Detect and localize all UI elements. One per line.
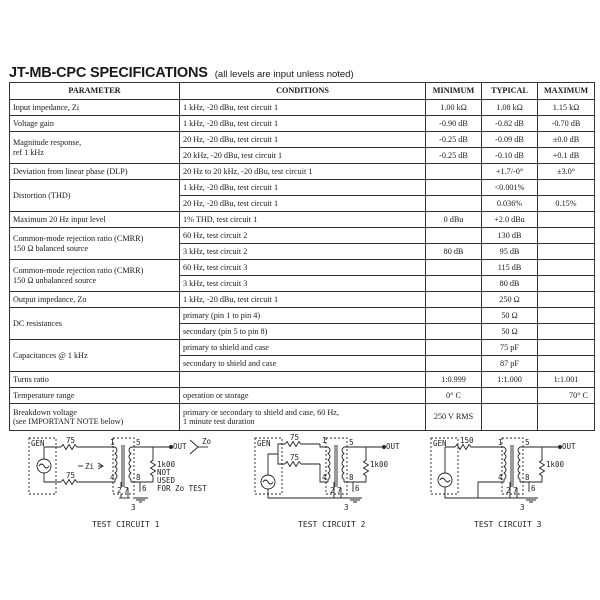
condition-cell: secondary to shield and case: [180, 356, 426, 372]
param-cell: DC resistances: [10, 308, 180, 340]
table-row: [10, 132, 595, 148]
test-circuits: [0, 430, 600, 600]
resistor-bottom-value: 75: [66, 471, 76, 480]
condition-cell: 20 Hz, -20 dBu, test circuit 1: [180, 196, 426, 212]
max-cell: 0.15%: [538, 196, 595, 212]
table-row: [10, 100, 595, 116]
param-cell: Input impedance, Zi: [10, 100, 180, 116]
condition-cell: [180, 372, 426, 388]
condition-cell: 20 Hz to 20 kHz, -20 dBu, test circuit 1: [180, 164, 426, 180]
condition-cell: 1 kHz, -20 dBu, test circuit 1: [180, 180, 426, 196]
typ-cell: 95 dB: [482, 244, 538, 260]
gen-label: GEN: [257, 439, 271, 448]
condition-cell: 20 kHz, -20 dBu, test circuit 1: [180, 148, 426, 164]
min-cell: [426, 196, 482, 212]
param-cell: Output impedance, Zo: [10, 292, 180, 308]
table-row: [10, 212, 595, 228]
zo-label: Zo: [202, 437, 212, 446]
max-cell: [538, 404, 595, 431]
min-cell: [426, 260, 482, 276]
spec-title-subtitle: (all levels are input unless noted): [214, 69, 354, 80]
max-cell: 1:1.001: [538, 372, 595, 388]
condition-cell: secondary (pin 5 to pin 8): [180, 324, 426, 340]
pin-3-label: 3: [520, 503, 525, 512]
min-cell: [426, 356, 482, 372]
out-label: OUT: [386, 442, 400, 451]
header-maximum: MAXIMUM: [538, 83, 595, 100]
pin-2-label: 2: [330, 486, 335, 495]
pin-5-label: 5: [136, 438, 141, 447]
max-cell: ±0.0 dB: [538, 132, 595, 148]
typ-cell: 115 dB: [482, 260, 538, 276]
typ-cell: 1.08 kΩ: [482, 100, 538, 116]
min-cell: 0° C: [426, 388, 482, 404]
typ-cell: +1.7/-0°: [482, 164, 538, 180]
typ-cell: 50 Ω: [482, 308, 538, 324]
max-cell: [538, 292, 595, 308]
param-line: Common-mode rejection ratio (CMRR): [13, 266, 144, 276]
resistor-top-value: 75: [290, 433, 300, 442]
circuit-1-caption: TEST CIRCUIT 1: [92, 520, 160, 529]
resistor-bottom: [61, 480, 108, 485]
table-row: [10, 340, 595, 356]
primary-coil: [115, 447, 117, 482]
secondary-coil: [129, 447, 131, 482]
condition-cell: primary (pin 1 to pin 4): [180, 308, 426, 324]
param-line: (see IMPORTANT NOTE below): [13, 417, 124, 426]
table-row: [10, 308, 595, 324]
condition-cell: 3 kHz, test circuit 2: [180, 244, 426, 260]
min-cell: -0.90 dB: [426, 116, 482, 132]
max-cell: [538, 228, 595, 244]
typ-cell: +2.0 dBu: [482, 212, 538, 228]
min-cell: [426, 180, 482, 196]
test-circuit-3: [431, 438, 562, 502]
typ-cell: 80 dB: [482, 276, 538, 292]
table-row: [10, 180, 595, 196]
pin-7-label: 7: [513, 486, 518, 495]
param-cell: Distortion (THD): [10, 180, 180, 212]
table-row: [10, 372, 595, 388]
param-line: ref 1 kHz: [13, 147, 44, 157]
typ-cell: <0.001%: [482, 180, 538, 196]
max-cell: 1.15 kΩ: [538, 100, 595, 116]
min-cell: [426, 164, 482, 180]
table-row: [10, 404, 595, 431]
ground-icon: [300, 498, 362, 502]
condition-cell: 3 kHz, test circuit 3: [180, 276, 426, 292]
test-circuit-2: [255, 438, 386, 502]
resistor-top-value: 150: [460, 436, 474, 445]
typ-cell: 75 pF: [482, 340, 538, 356]
header-conditions: CONDITIONS: [180, 83, 426, 100]
min-cell: [426, 308, 482, 324]
pin-3-label: 3: [344, 503, 349, 512]
min-cell: 1:0.999: [426, 372, 482, 388]
param-cell: Capacitances @ 1 kHz: [10, 340, 180, 372]
ground-icon: [478, 498, 538, 502]
param-line: Breakdown voltage: [13, 407, 77, 417]
load-resistor: [364, 447, 369, 482]
note-line-1: NOT: [157, 468, 171, 477]
secondary-coil: [342, 447, 344, 482]
param-cell: [10, 132, 180, 164]
typ-cell: 50 Ω: [482, 324, 538, 340]
max-cell: [538, 180, 595, 196]
max-cell: [538, 340, 595, 356]
condition-cell: 1 kHz, -20 dBu, test circuit 1: [180, 100, 426, 116]
typ-cell: 0.036%: [482, 196, 538, 212]
condition-line: primary or secondary to shield and case, 60 Hz,: [183, 407, 339, 417]
max-cell: 70° C: [538, 388, 595, 404]
max-cell: [538, 244, 595, 260]
pin-3-label: 3: [131, 503, 136, 512]
min-cell: 0 dBu: [426, 212, 482, 228]
resistor-bottom-value: 75: [290, 453, 300, 462]
param-cell: Voltage gain: [10, 116, 180, 132]
pin-1-label: 1: [498, 438, 503, 447]
typ-cell: [482, 404, 538, 431]
pin-6-label: 6: [142, 484, 147, 493]
param-cell: Maximum 20 Hz input level: [10, 212, 180, 228]
param-line: 150 Ω unbalanced source: [13, 275, 97, 285]
pin-8-label: 8: [349, 473, 354, 482]
condition-cell: operation or storage: [180, 388, 426, 404]
max-cell: [538, 260, 595, 276]
table-header-row: [10, 83, 595, 100]
zi-label: Zi: [85, 462, 95, 471]
max-cell: -0.70 dB: [538, 116, 595, 132]
pin-7-label: 7: [337, 486, 342, 495]
param-line: Common-mode rejection ratio (CMRR): [13, 234, 144, 244]
load-resistor: [540, 447, 545, 482]
out-label: OUT: [562, 442, 576, 451]
table-row: [10, 292, 595, 308]
header-minimum: MINIMUM: [426, 83, 482, 100]
header-typical: TYPICAL: [482, 83, 538, 100]
table-row: [10, 388, 595, 404]
table-row: [10, 228, 595, 244]
max-cell: [538, 356, 595, 372]
max-cell: ±3.0°: [538, 164, 595, 180]
typ-cell: -0.10 dB: [482, 148, 538, 164]
min-cell: [426, 292, 482, 308]
pin-4-label: 4: [498, 473, 503, 482]
condition-cell: 1% THD, test circuit 1: [180, 212, 426, 228]
condition-cell: 20 Hz, -20 dBu, test circuit 1: [180, 132, 426, 148]
circuit-3-caption: TEST CIRCUIT 3: [474, 520, 542, 529]
typ-cell: 250 Ω: [482, 292, 538, 308]
pin-8-label: 8: [136, 473, 141, 482]
condition-cell: 1 kHz, -20 dBu, test circuit 1: [180, 292, 426, 308]
gen-label: GEN: [433, 439, 447, 448]
note-line-2: USED: [157, 476, 176, 485]
resistor-bottom: [285, 462, 320, 467]
transformer-core: [122, 445, 124, 487]
header-parameter: PARAMETER: [10, 83, 180, 100]
pin-1-label: 1: [110, 438, 115, 447]
condition-cell: [180, 404, 426, 431]
min-cell: [426, 324, 482, 340]
pin-6-label: 6: [355, 484, 360, 493]
condition-cell: primary to shield and case: [180, 340, 426, 356]
load-value: 1k00: [370, 460, 389, 469]
param-cell: [10, 260, 180, 292]
max-cell: [538, 324, 595, 340]
max-cell: [538, 212, 595, 228]
min-cell: [426, 228, 482, 244]
sine-icon: [39, 464, 49, 468]
gen-label: GEN: [31, 439, 45, 448]
pin-5-label: 5: [525, 438, 530, 447]
pin-4-label: 4: [322, 473, 327, 482]
pin-2-label: 2: [117, 486, 122, 495]
min-cell: 250 V RMS: [426, 404, 482, 431]
spec-title: [9, 64, 594, 82]
max-cell: [538, 276, 595, 292]
table-row: [10, 164, 595, 180]
param-line: 150 Ω balanced source: [13, 243, 88, 253]
table-row: [10, 260, 595, 276]
typ-cell: 87 pF: [482, 356, 538, 372]
ground-icon: [133, 498, 148, 502]
primary-coil: [504, 447, 506, 482]
circuit-2-caption: TEST CIRCUIT 2: [298, 520, 366, 529]
typ-cell: -0.09 dB: [482, 132, 538, 148]
param-cell: Temperature range: [10, 388, 180, 404]
load-value: 1k00: [546, 460, 565, 469]
pin-2-label: 2: [506, 486, 511, 495]
spec-title-main: JT-MB-CPC SPECIFICATIONS: [9, 65, 208, 81]
param-cell: [10, 404, 180, 431]
spec-table: [9, 82, 595, 431]
resistor-top: [61, 445, 108, 450]
max-cell: +0.1 dB: [538, 148, 595, 164]
secondary-coil: [518, 447, 520, 482]
min-cell: [426, 276, 482, 292]
max-cell: [538, 308, 595, 324]
typ-cell: 130 dB: [482, 228, 538, 244]
pin-4-label: 4: [110, 473, 115, 482]
transformer-core: [511, 445, 513, 487]
min-cell: -0.25 dB: [426, 132, 482, 148]
pin-5-label: 5: [349, 438, 354, 447]
min-cell: 1.00 kΩ: [426, 100, 482, 116]
condition-cell: 60 Hz, test circuit 3: [180, 260, 426, 276]
condition-cell: 60 Hz, test circuit 2: [180, 228, 426, 244]
table-row: [10, 116, 595, 132]
pin-1-label: 1: [322, 436, 327, 445]
resistor-top: [285, 442, 320, 447]
param-cell: Deviation from linear phase (DLP): [10, 164, 180, 180]
param-line: Magnitude response,: [13, 138, 82, 148]
pin-8-label: 8: [525, 473, 530, 482]
pin-6-label: 6: [531, 484, 536, 493]
condition-cell: 1 kHz, -20 dBu, test circuit 1: [180, 116, 426, 132]
resistor-top-value: 75: [66, 436, 76, 445]
min-cell: -0.25 dB: [426, 148, 482, 164]
param-cell: [10, 228, 180, 260]
param-cell: Turns ratio: [10, 372, 180, 388]
typ-cell: -0.82 dB: [482, 116, 538, 132]
pin-7-label: 7: [124, 486, 129, 495]
load-resistor: [151, 447, 156, 482]
primary-coil: [328, 447, 330, 482]
sine-icon: [440, 478, 450, 482]
typ-cell: [482, 388, 538, 404]
out-label: OUT: [173, 442, 187, 451]
min-cell: [426, 340, 482, 356]
condition-line: 1 minute test duration: [183, 417, 255, 426]
transformer-core: [335, 445, 337, 487]
resistor-top: [455, 445, 500, 450]
min-cell: 80 dB: [426, 244, 482, 260]
note-line-3: FOR Zo TEST: [157, 484, 207, 493]
typ-cell: 1:1.000: [482, 372, 538, 388]
sine-icon: [263, 480, 273, 484]
load-value: 1k00: [157, 460, 176, 469]
